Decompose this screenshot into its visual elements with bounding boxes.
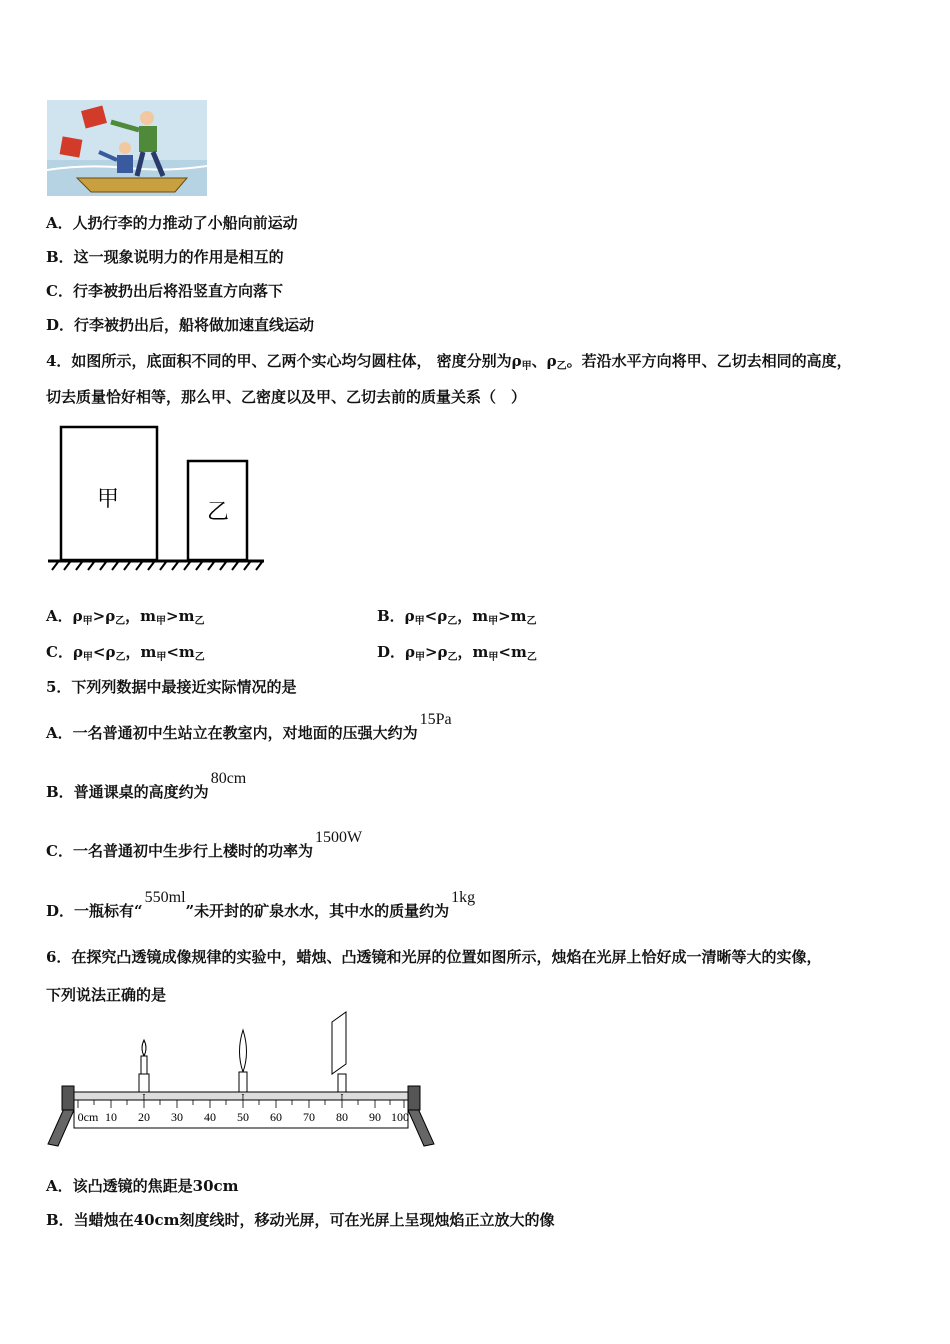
q5-option-c: C．一名普通初中生步行上楼时的功率为1500W xyxy=(46,829,363,860)
cylinder-yi-label: 乙 xyxy=(206,500,230,525)
ruler-label-80: 80 xyxy=(336,1110,348,1124)
q4-option-d: D．$\rho_甲>\rho_乙$，$m_甲<m_乙$ xyxy=(377,643,537,663)
ruler-label-50: 50 xyxy=(237,1110,249,1124)
ruler-label-10: 10 xyxy=(105,1110,117,1124)
convex-lens-icon xyxy=(239,1030,247,1102)
q6-stem-line1: 6．在探究凸透镜成像规律的实验中，蜡烛、凸透镜和光屏的位置如图所示，烛焰在光屏上恰好成一清晰等大的实像， xyxy=(46,948,822,966)
ruler-label-40: 40 xyxy=(204,1110,216,1124)
q5-option-a: A．一名普通初中生站立在教室内，对地面的压强大约为15Pa xyxy=(46,711,452,742)
q3-option-c: C．行李被扔出后将沿竖直方向落下 xyxy=(46,282,283,300)
q3-option-a: A．人扔行李的力推动了小船向前运动 xyxy=(46,214,298,232)
q4-option-b: B．$\rho_甲<\rho_乙$，$m_甲>m_乙$ xyxy=(377,607,537,627)
ruler-label-100: 100 xyxy=(391,1110,409,1124)
q4-option-c: C．$\rho_甲<\rho_乙$，$m_甲<m_乙$ xyxy=(46,643,205,663)
q4-stem-line1: 4．如图所示，底面积不同的甲、乙两个实心均匀圆柱体， 密度分别为$\rho_甲$、$\rho_乙$。若沿水平方向将甲、乙切去相同的高度， xyxy=(46,352,852,372)
ruler-label-90: 90 xyxy=(369,1110,381,1124)
ruler-label-70: 70 xyxy=(303,1110,315,1124)
light-screen-icon xyxy=(332,1012,346,1102)
svg-text:I: I xyxy=(340,1093,344,1102)
q3-option-d: D．行李被扔出后，船将做加速直线运动 xyxy=(46,316,315,334)
ruler-label-0: 0cm xyxy=(77,1110,99,1124)
q3-option-b: B．这一现象说明力的作用是相互的 xyxy=(46,248,284,266)
q6-stem-line2: 下列说法正确的是 xyxy=(46,986,167,1004)
ruler-label-30: 30 xyxy=(171,1110,183,1124)
optical-bench-figure xyxy=(46,1010,438,1150)
q5-stem: 5．下列列数据中最接近实际情况的是 xyxy=(46,678,297,696)
q6-option-a: A．该凸透镜的焦距是30cm xyxy=(46,1177,239,1195)
q6-option-b: B．当蜡烛在40cm刻度线时，移动光屏，可在光屏上呈现烛焰正立放大的像 xyxy=(46,1211,555,1229)
q4-option-a: A．$\rho_甲>\rho_乙$，$m_甲>m_乙$ xyxy=(46,607,205,627)
cylinder-jia-label: 甲 xyxy=(96,487,120,512)
boat-throwing-luggage-image xyxy=(47,100,207,196)
svg-text:I: I xyxy=(142,1093,146,1102)
ruler-label-60: 60 xyxy=(270,1110,282,1124)
ruler-label-20: 20 xyxy=(138,1110,150,1124)
cylinders-figure xyxy=(46,424,268,574)
svg-text:I: I xyxy=(241,1093,245,1102)
q4-stem-line2: 切去质量恰好相等，那么甲、乙密度以及甲、乙切去前的质量关系（ ） xyxy=(46,388,527,406)
q5-option-d: D．一瓶标有“550ml”未开封的矿泉水水，其中水的质量约为1kg xyxy=(46,889,476,920)
q5-option-b: B．普通课桌的高度约为80cm xyxy=(46,770,247,801)
